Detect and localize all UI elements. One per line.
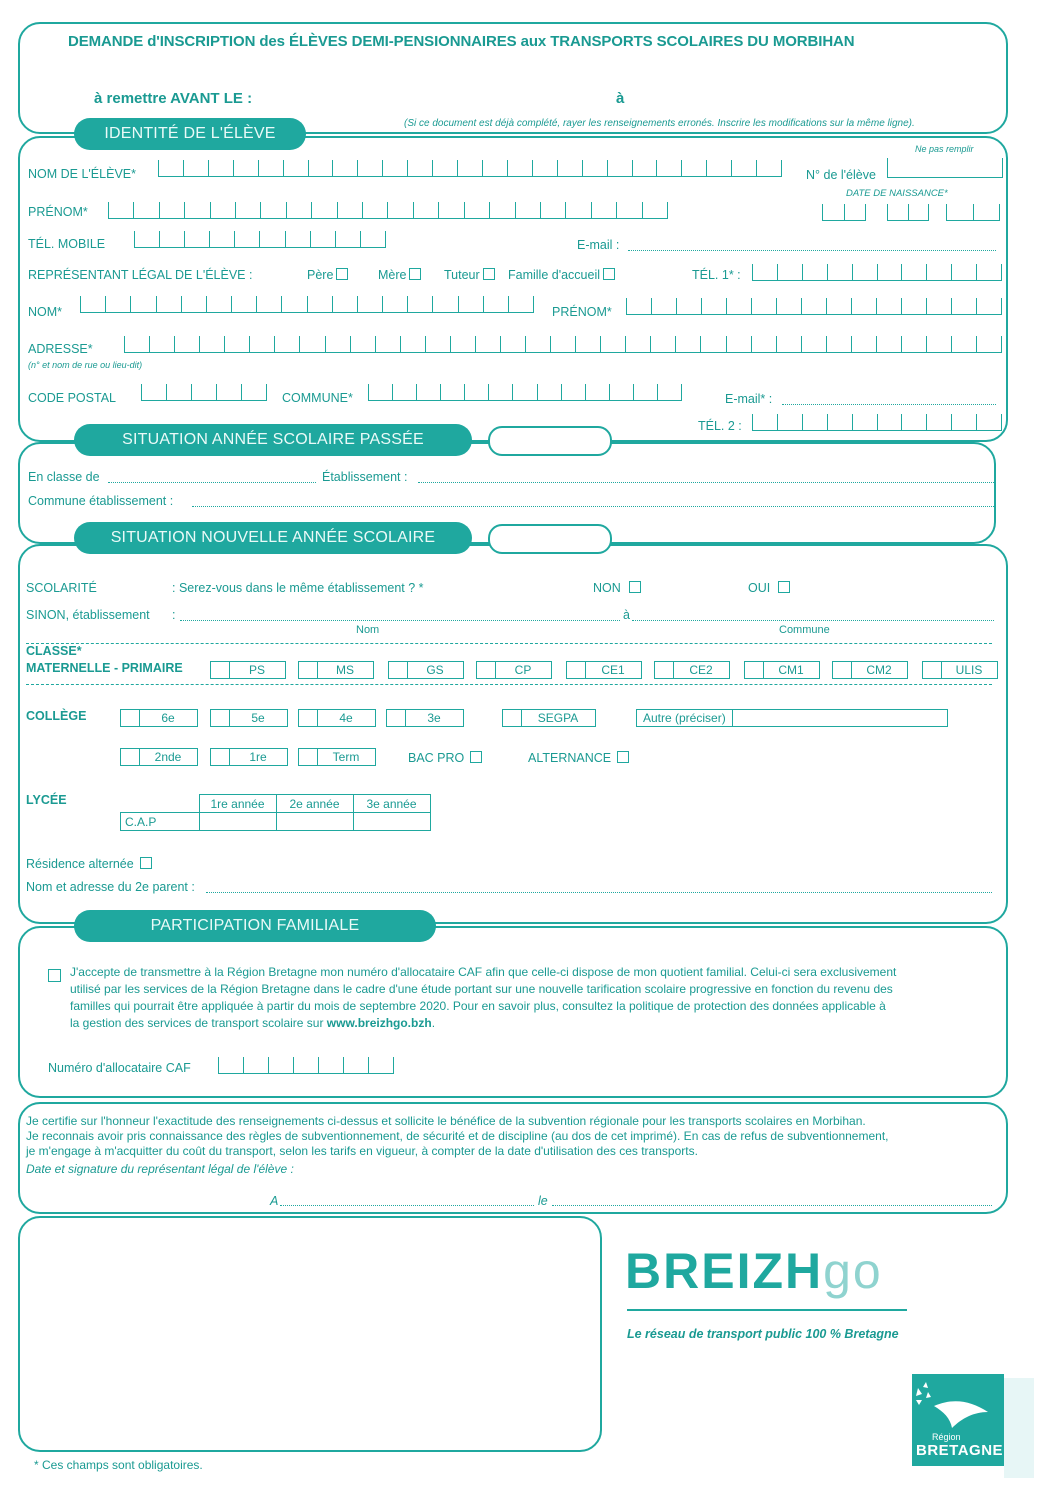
primaire-label-5: CE1 (601, 663, 625, 677)
caf-consent-text (70, 964, 998, 1032)
caf-text-line-3: familles qui pourrait être appliquée à partir du mois de septembre 2020. Pour en savoir plus, consultez la politique de protection des données applicable à (70, 999, 886, 1013)
college-label-1: 6e (161, 711, 175, 725)
primaire-label-9: ULIS (955, 663, 983, 677)
scolarite-question: : Serez-vous dans le même établissement ? * (172, 581, 424, 595)
date-naissance-label: DATE DE NAISSANCE* (846, 188, 948, 199)
famille-checkbox[interactable] (603, 268, 615, 280)
region-logo-shadow (1004, 1378, 1034, 1478)
nouvelle-section-title: SITUATION NOUVELLE ANNÉE SCOLAIRE (74, 522, 472, 554)
adresse-note: (n° et nom de rue ou lieu-dit) (28, 360, 143, 370)
primaire-checkbox-6[interactable] (655, 662, 674, 678)
bac-pro-label: BAC PRO (408, 751, 465, 765)
scolarite-label: SCOLARITÉ (26, 581, 97, 595)
primaire-option-9[interactable] (922, 661, 998, 679)
passee-section-title: SITUATION ANNÉE SCOLAIRE PASSÉE (74, 424, 472, 456)
classe-bottom-divider (26, 684, 992, 685)
college-label-2: 5e (251, 711, 265, 725)
tel-mobile-field[interactable] (134, 231, 386, 248)
lycee-checkbox-1[interactable] (121, 749, 140, 765)
maternelle-label: MATERNELLE - PRIMAIRE (26, 661, 183, 675)
bac-pro-checkbox[interactable] (470, 751, 482, 763)
prenom-label: PRÉNOM* (28, 205, 88, 219)
certification-line-1: Je certifie sur l'honneur l'exactitude des renseignements ci-dessus et sollicite le bénéfice de la subvention régionale pour les transports scolaires en Morbihan. (26, 1114, 866, 1128)
deadline-at: à (616, 90, 625, 107)
residence-checkbox[interactable] (140, 857, 152, 869)
certification-line-2: Je reconnais avoir pris connaissance des règles de subventionnement, de sécurité et de discipline (au dos de cet imprimé). En cas de refus de subventionnement, (26, 1129, 889, 1143)
primaire-checkbox-2[interactable] (299, 662, 318, 678)
numero-eleve-label: N° de l'élève (806, 168, 876, 182)
primaire-checkbox-9[interactable] (923, 662, 942, 678)
signature-le-label: le (538, 1194, 548, 1208)
commune-etab-field[interactable] (192, 506, 996, 507)
tuteur-checkbox[interactable] (483, 268, 495, 280)
signature-place-field[interactable] (280, 1205, 534, 1206)
alternance-checkbox[interactable] (617, 751, 629, 763)
oui-checkbox[interactable] (778, 581, 790, 593)
primaire-checkbox-7[interactable] (745, 662, 764, 678)
primaire-option-6[interactable] (654, 661, 730, 679)
email-label: E-mail : (577, 238, 620, 252)
en-classe-field[interactable] (108, 482, 316, 483)
lycee-label: LYCÉE (26, 793, 67, 807)
prenom-field[interactable] (108, 202, 668, 219)
college-label: COLLÈGE (26, 709, 87, 723)
cap-year-1-cell[interactable] (199, 813, 276, 831)
segpa-checkbox[interactable] (503, 710, 522, 726)
primaire-label-2: MS (336, 663, 354, 677)
famille-option[interactable] (508, 268, 615, 282)
lycee-checkbox-3[interactable] (299, 749, 318, 765)
oui-label: OUI (748, 581, 771, 595)
lycee-option-1[interactable] (120, 748, 198, 766)
sinon-colon: : (172, 608, 176, 622)
primaire-label-6: CE2 (689, 663, 713, 677)
ne-pas-remplir-note: Ne pas remplir (915, 144, 974, 154)
commune-col-label: Commune (779, 624, 830, 636)
mere-option[interactable] (378, 268, 421, 282)
nom-eleve-field[interactable] (158, 160, 782, 177)
segpa-option[interactable] (502, 709, 596, 727)
primaire-option-5[interactable] (566, 661, 642, 679)
non-option[interactable] (593, 581, 641, 595)
residence-label: Résidence alternée (26, 857, 134, 871)
lycee-checkbox-2[interactable] (211, 749, 230, 765)
code-postal-label: CODE POSTAL (28, 391, 116, 405)
autre-option[interactable] (636, 709, 948, 727)
form-title: DEMANDE d'INSCRIPTION des ÉLÈVES DEMI-PENSIONNAIRES aux TRANSPORTS SCOLAIRES DU MORBIHAN (68, 33, 855, 50)
caf-number-field[interactable] (218, 1057, 394, 1074)
etablissement-field[interactable] (418, 482, 996, 483)
residence-option[interactable] (26, 857, 152, 871)
autre-label: Autre (préciser) (637, 710, 733, 726)
primaire-checkbox-8[interactable] (833, 662, 852, 678)
date-naissance-month[interactable] (887, 204, 929, 221)
tuteur-option[interactable] (444, 268, 495, 282)
en-classe-label: En classe de (28, 470, 100, 484)
alternance-label: ALTERNANCE (528, 751, 612, 765)
classe-top-divider (26, 643, 992, 644)
bac-pro-option[interactable] (408, 751, 482, 765)
primaire-option-2[interactable] (298, 661, 374, 679)
college-option-3[interactable] (298, 709, 376, 727)
caf-text-line-2: utilisé par les services de la Région Bretagne dans le cadre d'une étude portant sur une nouvelle tarification scolaire progressive en fonction du revenu des (70, 982, 893, 996)
breizhgo-link[interactable]: www.breizhgo.bzh (326, 1016, 432, 1030)
lycee-label-3: Term (332, 750, 360, 764)
email-field[interactable] (628, 250, 996, 251)
cap-label: C.A.P (121, 813, 200, 831)
region-label-small: Région (932, 1432, 961, 1442)
tuteur-label: Tuteur (444, 268, 480, 282)
breizhgo-logo-go: go (823, 1243, 883, 1299)
college-checkbox-4[interactable] (387, 710, 406, 726)
sinon-commune-field[interactable] (632, 620, 994, 621)
deadline-label: à remettre AVANT LE : (94, 90, 253, 107)
identite-section-title: IDENTITÉ DE L'ÉLÈVE (74, 118, 306, 150)
breizhgo-logo (625, 1242, 883, 1300)
college-option-1[interactable] (120, 709, 198, 727)
pere-label: Père (307, 268, 334, 282)
commune-field[interactable] (368, 384, 682, 401)
lycee-label-1: 2nde (154, 750, 182, 764)
signature-date-field[interactable] (552, 1205, 992, 1206)
prenom-rep-label: PRÉNOM* (552, 305, 612, 319)
passee-extra-pill (488, 426, 612, 456)
commune-label: COMMUNE* (282, 391, 353, 405)
signature-a-label: A (270, 1194, 279, 1208)
nouvelle-panel (18, 544, 1008, 924)
tel1-label: TÉL. 1* : (692, 268, 741, 282)
caf-text-line-4-prefix: la gestion des services de transport scolaire sur (70, 1016, 327, 1030)
header-note: (Si ce document est déjà complété, rayer les renseignements erronés. Inscrire les modifications sur la même ligne). (404, 118, 915, 129)
cap-year-2-cell[interactable] (276, 813, 353, 831)
non-label: NON (593, 581, 621, 595)
primaire-label-7: CM1 (778, 663, 804, 677)
nouvelle-extra-pill (488, 524, 612, 554)
nom-rep-field[interactable] (80, 296, 534, 313)
lycee-option-2[interactable] (210, 748, 288, 766)
cap-table (120, 794, 431, 831)
mere-checkbox[interactable] (409, 268, 421, 280)
college-option-4[interactable] (386, 709, 464, 727)
breizhgo-tagline: Le réseau de transport public 100 % Bretagne (627, 1327, 899, 1341)
etablissement-label: Établissement : (322, 470, 408, 484)
non-checkbox[interactable] (629, 581, 641, 593)
cap-header-1: 1re année (199, 795, 276, 813)
region-label-big: BRETAGNE (916, 1442, 1004, 1459)
tel2-field[interactable] (752, 414, 1002, 431)
caf-text-line-4 (70, 1015, 998, 1032)
sinon-etab-field[interactable] (180, 620, 620, 621)
classe-label: CLASSE* (26, 644, 82, 658)
tel1-field[interactable] (752, 264, 1002, 281)
alternance-option[interactable] (528, 751, 629, 765)
college-checkbox-1[interactable] (121, 710, 140, 726)
primaire-checkbox-1[interactable] (211, 662, 230, 678)
primaire-label-3: GS (426, 663, 444, 677)
signature-box[interactable] (18, 1216, 602, 1452)
certification-line-3: je m'engage à m'acquitter du coût du transport, selon les tarifs en vigueur, à compter de la date d'utilisation des ces transports. (26, 1144, 698, 1158)
college-checkbox-2[interactable] (211, 710, 230, 726)
primaire-checkbox-3[interactable] (389, 662, 408, 678)
college-checkbox-3[interactable] (299, 710, 318, 726)
mandatory-note: * Ces champs sont obligatoires. (34, 1458, 203, 1472)
email-rep-field[interactable] (782, 404, 996, 405)
oui-option[interactable] (748, 581, 790, 595)
adresse-label: ADRESSE* (28, 342, 93, 356)
email-rep-label: E-mail* : (725, 392, 773, 406)
primaire-option-7[interactable] (744, 661, 820, 679)
sinon-label: SINON, établissement (26, 608, 150, 622)
primaire-option-3[interactable] (388, 661, 464, 679)
date-naissance-day[interactable] (822, 204, 866, 221)
primaire-checkbox-5[interactable] (567, 662, 586, 678)
logo-underline (627, 1309, 907, 1311)
adresse-field[interactable] (124, 336, 1002, 353)
caf-number-label: Numéro d'allocataire CAF (48, 1061, 191, 1075)
primaire-option-4[interactable] (476, 661, 552, 679)
parent2-field[interactable] (206, 892, 992, 893)
caf-text-line-4-suffix: . (431, 1016, 436, 1030)
primaire-label-8: CM2 (866, 663, 892, 677)
code-postal-field[interactable] (141, 384, 267, 401)
cap-header-3: 3e année (353, 795, 430, 813)
nom-eleve-label: NOM DE L'ÉLÈVE* (28, 167, 136, 181)
primaire-option-8[interactable] (832, 661, 908, 679)
region-bird-icon (912, 1378, 1004, 1438)
cap-year-3-cell[interactable] (353, 813, 430, 831)
signature-label: Date et signature du représentant légal de l'élève : (26, 1162, 294, 1176)
region-bretagne-logo (912, 1374, 1004, 1466)
nom-col-label: Nom (356, 624, 380, 636)
college-label-3: 4e (339, 711, 353, 725)
famille-label: Famille d'accueil (508, 268, 601, 282)
commune-etab-label: Commune établissement : (28, 494, 174, 508)
primaire-checkbox-4[interactable] (477, 662, 496, 678)
breizhgo-logo-main: BREIZH (625, 1243, 824, 1299)
date-naissance-year[interactable] (946, 204, 1000, 221)
college-label-4: 3e (427, 711, 441, 725)
primaire-option-1[interactable] (210, 661, 286, 679)
pere-option[interactable] (307, 268, 348, 282)
college-option-2[interactable] (210, 709, 288, 727)
caf-consent-checkbox[interactable] (48, 969, 61, 982)
pere-checkbox[interactable] (336, 268, 348, 280)
mere-label: Mère (378, 268, 407, 282)
sinon-a: à (623, 608, 630, 622)
cap-header-2: 2e année (276, 795, 353, 813)
participation-section-title: PARTICIPATION FAMILIALE (74, 910, 436, 942)
certification-text (26, 1114, 1002, 1159)
parent2-label: Nom et adresse du 2e parent : (26, 880, 195, 894)
tel2-label: TÉL. 2 : (698, 419, 742, 433)
tel-mobile-label: TÉL. MOBILE (28, 237, 106, 251)
representant-label: REPRÉSENTANT LÉGAL DE L'ÉLÈVE : (28, 268, 253, 282)
nom-rep-label: NOM* (28, 305, 63, 319)
lycee-option-3[interactable] (298, 748, 376, 766)
primaire-label-1: PS (248, 663, 265, 677)
segpa-label: SEGPA (537, 711, 579, 725)
numero-eleve-field[interactable] (887, 158, 1003, 178)
primaire-label-4: CP (514, 663, 532, 677)
prenom-rep-field[interactable] (626, 298, 1002, 315)
lycee-label-2: 1re (249, 750, 267, 764)
caf-text-line-1: J'accepte de transmettre à la Région Bretagne mon numéro d'allocataire CAF afin que celle-ci dispose de mon quotient familial. Celui-ci sera exclusivement (70, 965, 897, 979)
